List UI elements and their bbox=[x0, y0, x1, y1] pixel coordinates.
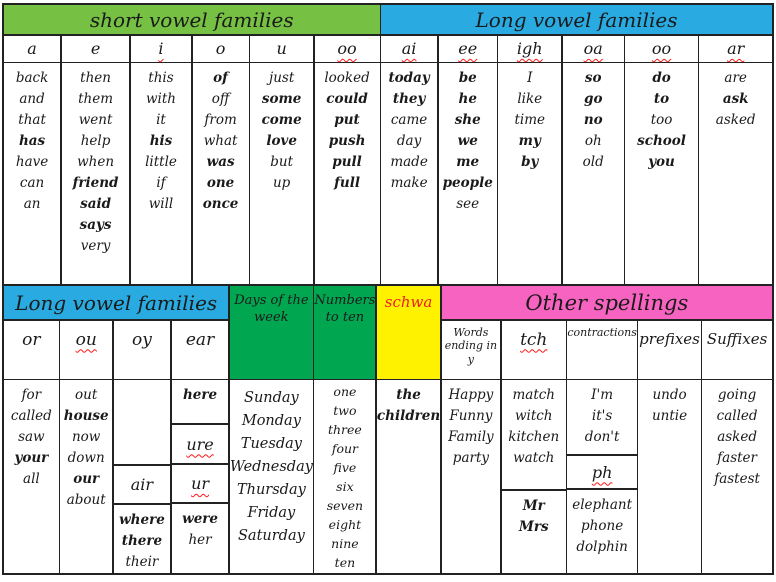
word: Mrs bbox=[518, 519, 549, 535]
word: was bbox=[206, 154, 235, 170]
other-spellings-header: Other spellings bbox=[442, 286, 772, 319]
word-list-oa-10 bbox=[563, 63, 624, 284]
label-text: oo bbox=[651, 39, 672, 58]
label-text: a bbox=[27, 39, 37, 58]
word: school bbox=[637, 133, 686, 149]
word: pull bbox=[332, 154, 362, 170]
word: went bbox=[78, 112, 113, 128]
long-vowel-families-header: Long vowel families bbox=[381, 5, 772, 34]
word: once bbox=[202, 196, 239, 212]
word: old bbox=[582, 154, 604, 170]
word: Funny bbox=[449, 408, 493, 424]
label-text: ear bbox=[185, 329, 215, 350]
column-label-igh-9 bbox=[498, 36, 561, 62]
word-list-oy bbox=[114, 503, 171, 573]
word: full bbox=[334, 175, 360, 191]
label-text: u bbox=[276, 39, 287, 58]
word: and bbox=[19, 91, 45, 107]
word-list-ear bbox=[172, 380, 229, 423]
column-label-o-4 bbox=[193, 36, 249, 62]
word: I bbox=[527, 70, 533, 86]
word: elephant bbox=[572, 497, 633, 513]
word: Wednesday bbox=[229, 459, 313, 475]
word-area-contractions bbox=[567, 380, 637, 573]
word-list-suffixes bbox=[702, 380, 772, 573]
word: an bbox=[23, 196, 41, 212]
word: could bbox=[326, 91, 368, 107]
word: if bbox=[156, 175, 166, 191]
column-label-ee-8 bbox=[439, 36, 497, 62]
word: ten bbox=[334, 555, 356, 570]
word: dolphin bbox=[576, 539, 628, 555]
word: seven bbox=[326, 498, 364, 513]
word-list-tch bbox=[502, 489, 566, 573]
word: very bbox=[80, 238, 111, 254]
word: love bbox=[266, 133, 297, 149]
sub-label-suffixes bbox=[702, 321, 772, 379]
label-text: tch bbox=[520, 329, 548, 350]
word-list-contractions bbox=[567, 488, 637, 573]
empty-cell bbox=[114, 380, 171, 464]
word-list-ou bbox=[60, 380, 112, 573]
word: to bbox=[653, 91, 670, 107]
sub-label-or bbox=[4, 321, 59, 379]
word-area-oy bbox=[114, 380, 171, 573]
word: undo bbox=[652, 387, 687, 403]
word: Family bbox=[448, 429, 494, 445]
word: watch bbox=[513, 450, 555, 466]
word: day bbox=[396, 133, 422, 149]
word: Friday bbox=[247, 505, 296, 521]
word-area-or bbox=[4, 380, 59, 573]
word: untie bbox=[651, 408, 688, 424]
label-text: oo bbox=[337, 39, 357, 58]
word-area-days bbox=[230, 380, 313, 573]
word: called bbox=[716, 408, 758, 424]
word: Sunday bbox=[244, 390, 299, 406]
word: phone bbox=[581, 518, 624, 534]
column-label-ar-12 bbox=[699, 36, 772, 62]
word: come bbox=[261, 112, 302, 128]
label-text: ph bbox=[591, 462, 613, 482]
word: nine bbox=[331, 536, 359, 551]
word: will bbox=[148, 196, 174, 212]
word: five bbox=[333, 460, 357, 475]
word-list-tch bbox=[502, 380, 566, 489]
numbers-to-ten-header: Numbers to ten bbox=[314, 286, 375, 379]
word: Thursday bbox=[236, 482, 306, 498]
word: time bbox=[514, 112, 546, 128]
word: me bbox=[456, 154, 480, 170]
word: some bbox=[261, 91, 302, 107]
column-label-oo-11 bbox=[625, 36, 698, 62]
word-area-prefixes bbox=[638, 380, 700, 573]
word: from bbox=[204, 112, 237, 128]
word-list-a-1 bbox=[4, 63, 60, 284]
word: looked bbox=[324, 70, 370, 86]
word: like bbox=[517, 91, 543, 107]
inner-label-ur bbox=[172, 463, 229, 502]
word: three bbox=[327, 422, 362, 437]
label-text: prefixes bbox=[639, 329, 700, 348]
inner-label-ure bbox=[172, 423, 229, 463]
sub-label-tch bbox=[502, 321, 566, 379]
word: children bbox=[376, 408, 441, 424]
label-text: or bbox=[22, 329, 41, 350]
word: party bbox=[452, 450, 489, 466]
inner-label-air bbox=[114, 464, 171, 503]
label-text: igh bbox=[516, 39, 543, 58]
word: help bbox=[80, 133, 111, 149]
word: just bbox=[269, 70, 295, 86]
column-label-e-2 bbox=[62, 36, 130, 62]
word: so bbox=[584, 70, 602, 86]
sub-label-oy bbox=[114, 321, 171, 379]
word: are bbox=[724, 70, 747, 86]
column-label-oo-6 bbox=[315, 36, 380, 62]
sub-label-contractions bbox=[567, 321, 637, 379]
label-text: contractions bbox=[567, 325, 637, 339]
word-area-ear bbox=[172, 380, 229, 573]
word: them bbox=[78, 91, 114, 107]
word: our bbox=[73, 471, 100, 487]
word: her bbox=[188, 532, 212, 548]
word: oh bbox=[584, 133, 602, 149]
word: fastest bbox=[714, 471, 760, 487]
word: this bbox=[148, 70, 174, 86]
word: be bbox=[458, 70, 477, 86]
word-list-days bbox=[230, 380, 313, 573]
label-text: ai bbox=[401, 39, 417, 58]
word: for bbox=[21, 387, 42, 403]
word-list-ar-12 bbox=[699, 63, 772, 284]
word: four bbox=[331, 441, 358, 456]
word: made bbox=[390, 154, 428, 170]
sub-label-words-ending-in-y bbox=[442, 321, 501, 379]
label-text: e bbox=[90, 39, 101, 58]
word-list-oo-6 bbox=[315, 63, 380, 284]
word: then bbox=[80, 70, 111, 86]
word: do bbox=[652, 70, 671, 86]
word: house bbox=[63, 408, 109, 424]
word: today bbox=[388, 70, 430, 86]
word: it's bbox=[591, 408, 613, 424]
word: back bbox=[15, 70, 49, 86]
word: two bbox=[333, 403, 357, 418]
word: there bbox=[121, 533, 163, 549]
word-list-contractions bbox=[567, 380, 637, 454]
label-text: oy bbox=[132, 329, 152, 350]
word: my bbox=[518, 133, 541, 149]
word: now bbox=[71, 429, 101, 445]
word: push bbox=[328, 133, 366, 149]
word: Mr bbox=[522, 498, 545, 514]
schwa-header: schwa bbox=[377, 286, 440, 379]
label-text: ure bbox=[186, 434, 214, 454]
word: asked bbox=[715, 112, 756, 128]
word: he bbox=[458, 91, 477, 107]
word: your bbox=[14, 450, 49, 466]
word: little bbox=[145, 154, 177, 170]
word-list-prefixes bbox=[638, 380, 700, 573]
word: too bbox=[650, 112, 673, 128]
word: but bbox=[270, 154, 294, 170]
word-area-schwa bbox=[377, 380, 440, 573]
word: Happy bbox=[448, 387, 494, 403]
column-label-ai-7 bbox=[381, 36, 437, 62]
word-list-ee-8 bbox=[439, 63, 497, 284]
word: with bbox=[145, 91, 176, 107]
word: going bbox=[717, 387, 757, 403]
word-list-oo-11 bbox=[625, 63, 698, 284]
word-list-words-ending-in-y bbox=[442, 380, 501, 573]
word: people bbox=[442, 175, 493, 191]
word: here bbox=[182, 387, 218, 403]
word: ask bbox=[722, 91, 749, 107]
word: where bbox=[119, 512, 165, 528]
word: match bbox=[512, 387, 555, 403]
word: one bbox=[333, 384, 357, 399]
word-list-ear bbox=[172, 502, 229, 573]
long-vowel-and-other-spellings-table bbox=[2, 286, 774, 575]
word: six bbox=[336, 479, 354, 494]
inner-label-ph bbox=[567, 454, 637, 488]
sub-label-ou bbox=[60, 321, 112, 379]
word: put bbox=[334, 112, 360, 128]
column-label-u-5 bbox=[250, 36, 313, 62]
word: you bbox=[648, 154, 675, 170]
word-list-u-5 bbox=[250, 63, 313, 284]
word: they bbox=[392, 91, 426, 107]
label-text: oa bbox=[583, 39, 603, 58]
short-and-long-vowel-table bbox=[2, 3, 774, 286]
word-list-o-4 bbox=[193, 63, 249, 284]
word: Saturday bbox=[237, 528, 305, 544]
word-area-words-ending-in-y bbox=[442, 380, 501, 573]
label-text: ee bbox=[458, 39, 478, 58]
word: said bbox=[80, 196, 112, 212]
word-list-numbers bbox=[314, 380, 375, 573]
word: kitchen bbox=[508, 429, 560, 445]
word: eight bbox=[328, 517, 362, 532]
word: friend bbox=[72, 175, 119, 191]
column-label-a-1 bbox=[4, 36, 60, 62]
word: out bbox=[75, 387, 98, 403]
column-label-i-3 bbox=[131, 36, 191, 62]
word: Monday bbox=[241, 413, 301, 429]
word-list-e-2 bbox=[62, 63, 130, 284]
word-list-or bbox=[4, 380, 59, 573]
word-list-i-3 bbox=[131, 63, 191, 284]
word: when bbox=[77, 154, 115, 170]
sub-label-prefixes bbox=[638, 321, 700, 379]
label-text: ou bbox=[75, 329, 97, 350]
word-area-numbers bbox=[314, 380, 375, 573]
word: go bbox=[584, 91, 603, 107]
label-text: ar bbox=[727, 39, 745, 58]
column-label-oa-10 bbox=[563, 36, 624, 62]
word: says bbox=[79, 217, 112, 233]
sub-label-ear bbox=[172, 321, 229, 379]
word: can bbox=[19, 175, 45, 191]
word: I'm bbox=[591, 387, 614, 403]
word: about bbox=[66, 492, 106, 508]
word: off bbox=[211, 91, 230, 107]
word: have bbox=[15, 154, 49, 170]
label-text: air bbox=[130, 475, 154, 494]
word: called bbox=[10, 408, 52, 424]
word: one bbox=[206, 175, 235, 191]
word: see bbox=[456, 196, 480, 212]
word: we bbox=[457, 133, 478, 149]
word: were bbox=[182, 511, 218, 527]
days-of-the-week-header: Days of the week bbox=[230, 286, 313, 379]
word: asked bbox=[717, 429, 757, 445]
word: his bbox=[149, 133, 173, 149]
word: make bbox=[390, 175, 428, 191]
long-vowel-families-header-2: Long vowel families bbox=[4, 286, 228, 319]
word: no bbox=[583, 112, 603, 128]
word: that bbox=[18, 112, 46, 128]
word: up bbox=[272, 175, 291, 191]
word: their bbox=[125, 554, 159, 570]
label-text: Words ending in y bbox=[444, 325, 498, 366]
label-text: i bbox=[158, 39, 164, 58]
word: down bbox=[67, 450, 105, 466]
word: by bbox=[521, 154, 539, 170]
word: don't bbox=[584, 429, 620, 445]
word: faster bbox=[717, 450, 757, 466]
word: the bbox=[396, 387, 421, 403]
word: of bbox=[213, 70, 228, 86]
word: she bbox=[454, 112, 481, 128]
label-text: ur bbox=[191, 474, 210, 493]
word-list-schwa bbox=[377, 380, 440, 573]
word-area-suffixes bbox=[702, 380, 772, 573]
word: all bbox=[23, 471, 40, 487]
label-text: o bbox=[215, 39, 226, 58]
word-list-igh-9 bbox=[498, 63, 561, 284]
word: came bbox=[390, 112, 428, 128]
word: saw bbox=[18, 429, 45, 445]
word: it bbox=[156, 112, 166, 128]
word-list-ai-7 bbox=[381, 63, 437, 284]
word: Tuesday bbox=[240, 436, 302, 452]
word: witch bbox=[514, 408, 553, 424]
label-text: Suffixes bbox=[706, 329, 768, 348]
word: what bbox=[203, 133, 238, 149]
word-area-tch bbox=[502, 380, 566, 573]
word: has bbox=[18, 133, 46, 149]
word-area-ou bbox=[60, 380, 112, 573]
short-vowel-families-header: short vowel families bbox=[4, 5, 380, 34]
